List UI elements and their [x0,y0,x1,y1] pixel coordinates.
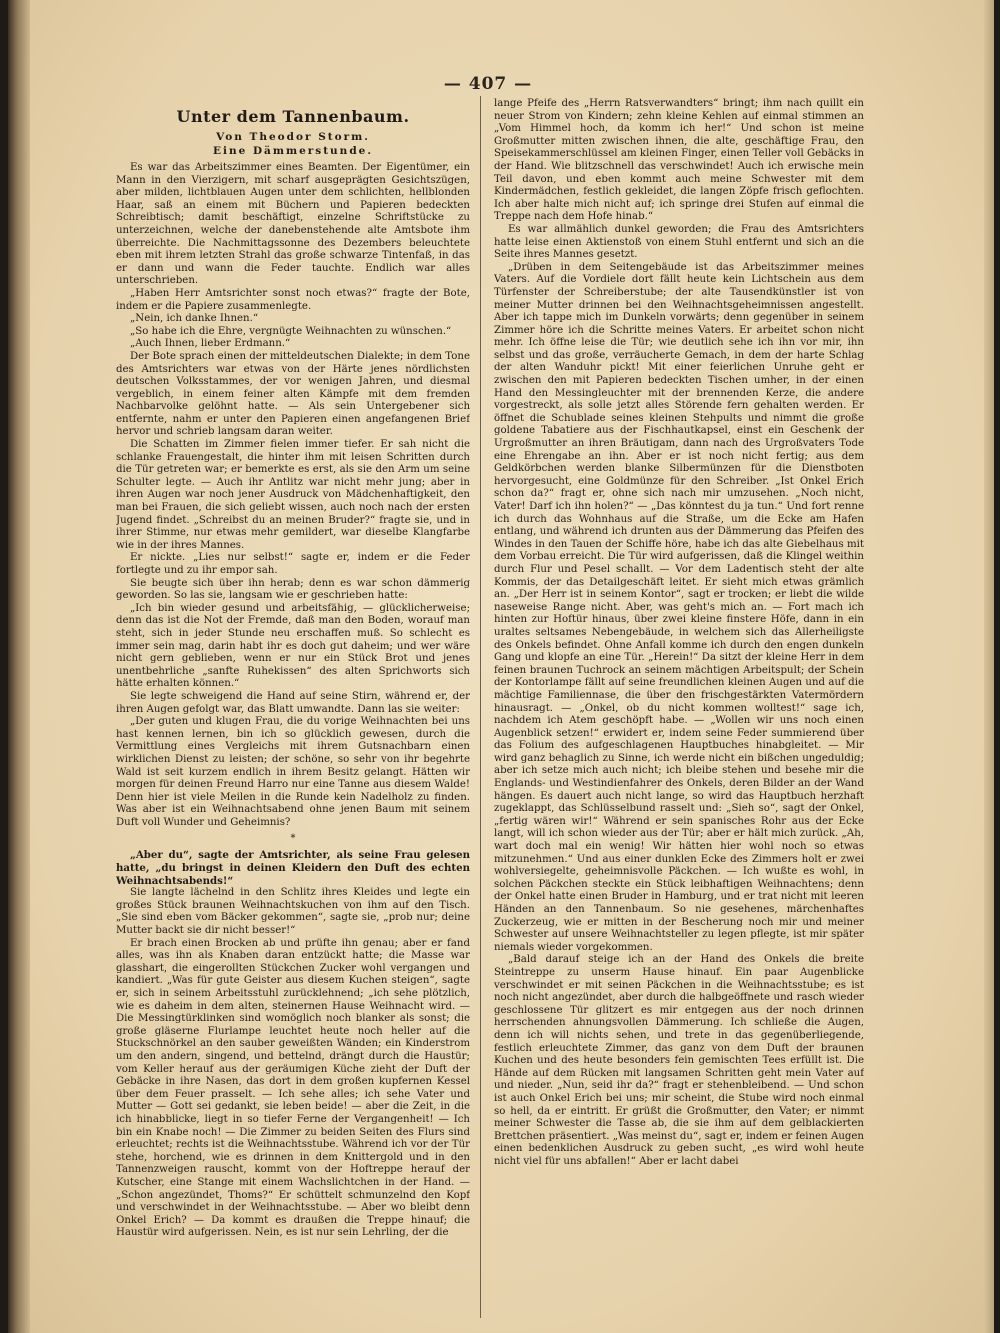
page-number: — 407 — [443,74,533,94]
newspaper-page [8,0,994,1333]
paragraph: „Haben Herr Amtsrichter sonst noch etwas?“ fragte der Bote, indem er die Papiere zusammenlegte. [116,287,470,312]
paragraph: Er nickte. „Lies nur selbst!“ sagte er, indem er die Feder fortlegte und zu ihr empor sah. [116,552,470,576]
paragraph: „Bald darauf steige ich an der Hand des Onkels die breite Steintreppe zu unserm Hause hinauf. Ein paar Augenblicke verschwindet er mit seinen Päckchen in die Weihnachtsstube; es ist noch nicht angezündet, aber durch die halbgeöffnete und rasch wieder geschlossene Tür glitzert es mir entgegen aus der noch drinnen herrschenden ahnungsvollen Dämmerung. Ich schließe die Augen, denn ich will nichts sehen, und trete in das gegenüberliegende, festlich erleuchtete Zimmer, das ganz von dem Duft der braunen Kuchen und des heute besonders fein gemischten Tees erfüllt ist. Die Hände auf dem Rücken mit langsamen Schritten geht mein Vater auf und nieder. „Nun, seid ihr da?“ fragt er stehenbleibend. — Und schon ist auch Onkel Erich bei uns; mir scheint, die Stube wird noch einmal so hell, da er eintritt. Er grüßt die Großmutter, den Vater; er nimmt meiner Schwester die Tasse ab, die sie ihm auf dem gelblackierten Brettchen präsentiert. „Was meinst du“, sagt er, indem er feinen Augen einen bedenklichen Ausdruck zu geben sucht, „es wird wohl heute nicht viel für uns abfallen!“ Aber er lacht dabei [494,954,864,1167]
paragraph: „Nein, ich danke Ihnen.“ [130,313,259,325]
paragraph: Er brach einen Brocken ab und prüfte ihn genau; aber er fand alles, was ihn als Knaben daran entzückt hatte; die Masse war glasshart, die eingerollten Stückchen Zucker wohl vergangen und kandiert. „Was für gute Geister aus diesem Kuchen steigen“, sagte er, sich in seinem Arbeitsstuhl zurücklehnend; „ich sehe plötzlich, wie es daheim in dem alten, steinernen Hause Weihnacht wird. — Die Messingtürklinken sind womöglich noch blanker als sonst; die große gläserne Flurlampe leuchtet heute noch heller auf die Stuckschnörkel an den sauber geweißten Wänden; ein Kinderstrom um den andern, singend, und bettelnd, drängt durch die Haustür; vom Keller herauf aus der geräumigen Küche zieht der Duft der Gebäcke in ihre Nasen, das dort in dem großen kupfernen Kessel über dem Feuer prasselt. — Ich sehe alles; ich sehe Vater und Mutter — Gott sei gedankt, sie leben beide! — aber die Zeit, in die ich hinabblicke, liegt in so tiefer Ferne der Vergangenheit! — Ich bin ein Knabe noch! — Die Zimmer zu beiden Seiten des Flurs sind erleuchtet; rechts ist die Weihnachtsstube. Während ich vor der Tür stehe, horchend, wie es drinnen in dem Knittergold und in den Tannenzweigen rauscht, kommt von der Hoftreppe herauf der Kutscher, eine Stange mit einem Wachslichtchen in der Hand. — „Schon angezündet, Thoms?“ Er schüttelt schmunzelnd den Kopf und verschwindet in der Weihnachtsstube. — Aber wo bleibt denn Onkel Erich? — Da kommt es draußen die Treppe hinauf; die Haustür wird aufgerissen. Nein, es ist nur sein Lehrling, der die [116,937,470,1239]
paragraph: Es war allmählich dunkel geworden; die Frau des Amtsrichters hatte leise einen Aktienstoß von einem Stuhl entfernt und sich an die Seite ihres Mannes gesetzt. [494,223,864,261]
paragraph: Sie langte lächelnd in den Schlitz ihres Kleides und legte ein großes Stück braunen Weihnachtskuchen von ihm auf den Tisch. „Sie sind eben vom Bäcker gekommen“, sagte sie, „prob nur; deine Mutter backt sie dir nicht besser!“ [116,887,470,937]
paragraph: „Drüben in dem Seitengebäude ist das Arbeitszimmer meines Vaters. Auf die Vordiele dort fällt heute kein Lichtschein aus dem Türfenster der Schreiberstube; der alte Tausendkünstler ist von meiner Mutter drinnen bei den Weihnachtsgeheimnissen angestellt. Aber ich tappe mich im Dunkeln vorwärts; denn gegenüber in seinem Zimmer höre ich die Schritte meines Vaters. Er arbeitet schon nicht mehr. Ich öffne leise die Tür; wie deutlich sehe ich ihn vor mir, ihn selbst und das große, verräucherte Gemach, in dem der harte Schlag der alten Wanduhr pickt! Mit einer feierlichen Unruhe geht er zwischen den mit Papieren bedeckten Tischen umher, in der einen Hand den Messingleuchter mit der brennenden Kerze, die andere vorgestreckt, als solle jetzt alles Störende fern gehalten werden. Er öffnet die Schublade seines kleinen Stehpults und nimmt die große goldene Tabatiere aus der Fischhautkapsel, einst ein Geschenk der Urgroßmutter an ihren Bräutigam, dann nach des Urgroßvaters Tode eine Ehrengabe an ihn. Aber er ist noch nicht fertig; aus dem Geldkörbchen werden blanke Silbermünzen für die Dienstboten hervorgesucht, eine Goldmünze für den Schreiber. „Ist Onkel Erich schon da?“ fragt er, ohne sich nach mir umzusehen. „Noch nicht, Vater! Darf ich ihn holen?“ — „Das könntest du ja tun.“ Und fort renne ich durch das Wohnhaus auf die Straße, um die Ecke am Hafen entlang, und während ich drunten aus der Dämmerung das Pfeifen des Windes in den Tauen der Schiffe höre, habe ich das alte Giebelhaus mit dem Vorbau erreicht. Die Tür wird aufgerissen, daß die Klingel weithin durch Flur und Pesel schallt. — Vor dem Ladentisch steht der alte Kommis, der das Detailgeschäft leitet. Er sieht mich etwas grämlich an. „Der Herr ist in seinem Kontor“, sagt er trocken; er liebt die wilde naseweise Range nicht. Aber, was geht's mich an. — Fort mach ich hinten zur Hoftür hinaus, über zwei kleine finstere Höfe, dann in ein uraltes seltsames Nebengebäude, in welchem sich das Allerheiligste des Onkels befindet. Ohne Anfall komme ich durch den engen dunkeln Gang und klopfe an eine Tür. „Herein!“ Da sitzt der kleine Herr in dem feinen braunen Tuchrock an seinem mächtigen Arbeitspult; der Schein der Kontorlampe fällt auf seine freundlichen kleinen Augen und auf die mächtige Familiennase, die über den frischgestärkten Vatermördern hinausragt. — „Onkel, ob du nicht kommen wolltest!“ sage ich, nachdem ich Atem geschöpft habe. — „Wollen wir uns noch einen Augenblick setzen!“ erwidert er, indem seine Feder summierend über das Folium des aufgeschlagenen Hauptbuches hinabgleitet. — Mir wird ganz behaglich zu Sinne, ich werde nicht ein bißchen ungeduldig; aber ich setze mich auch nicht; ich bleibe stehen und besehe mir die Englands- und Westindienfahrer des Onkels, deren Bilder an der Wand hängen. Es dauert auch nicht lange, so wird das Hauptbuch herzhaft zugeklappt, das Schlüsselbund rasselt und: „Sieh so“, sagt der Onkel, „fertig wären wir!“ Während er sein spanisches Rohr aus der Ecke langt, will ich schon wieder aus der Tür; aber er hält mich zurück. „Ah, wart doch mal ein wenig! Wir hätten hier wohl noch so etwas mitzunehmen.“ Und aus einer dunklen Ecke des Zimmers holt er zwei wohlversiegelte, geheimnisvolle Päckchen. — Ich wußte es wohl, in solchen Päckchen steckte ein Stück leibhaftigen Weihnachtens; denn der Onkel hatte einen Bruder in Hamburg, und er trat nicht mit leeren Händen an den Tannenbaum. So nie gesehenes, märchenhaftes Zuckerzeug, wie er mitten in der Bescherung noch mir und meiner Schwester auf unsere Weihnachtsteller zu legen pflegte, ist mir später niemals wieder vorgekommen. [494,261,864,953]
article-subtitle: Eine Dämmerstunde. [212,145,373,157]
left-column [116,98,470,1318]
paragraph: Sie beugte sich über ihn herab; denn es war schon dämmerig geworden. So las sie, langsam wie er geschrieben hatte: [116,577,470,602]
article-byline: Von Theodor Storm. [216,131,370,143]
paragraph: „Auch Ihnen, lieber Erdmann.“ [130,338,291,350]
right-column [494,98,864,1318]
paragraph: Die Schatten im Zimmer fielen immer tiefer. Er sah nicht die schlanke Frauengestalt, die hinter ihm mit leisen Schritten durch die Tür getreten war; er bemerkte es erst, als sie den Arm um seine Schulter legte. — Auch ihr Antlitz war nicht mehr jung; aber in ihren Augen war noch jener Ausdruck von Mädchenhaftigkeit, den man bei Frauen, die sich geliebt wissen, auch noch nach der ersten Jugend findet. „Schreibst du an meinen Bruder?“ fragte sie, und in ihrer Stimme, nur etwas mehr gemildert, war dieselbe Klangfarbe wie in der ihres Mannes. [116,439,470,551]
paragraph: lange Pfeife des „Herrn Ratsverwandters“ bringt; ihm nach quillt ein neuer Strom von Kindern; zehn kleine Kehlen auf einmal stimmen an „Vom Himmel hoch, da komm ich her!“ Und schon ist meine Großmutter mitten zwischen ihnen, die alte, geschäftige Frau, den Speisekammerschlüssel am kleinen Finger, einen Teller voll Gebäcks in der Hand. Wie blitzschnell das verschwindet! Auch ich erwische mein Teil davon, und eben kommt auch meine Schwester mit dem Kindermädchen, festlich gekleidet, die langen Zöpfe frisch geflochten. Ich aber halte mich nicht auf; ich springe drei Stufen auf einmal die Treppe nach dem Hofe hinab.“ [494,98,864,223]
paragraph: „Ich bin wieder gesund und arbeitsfähig, — glücklicherweise; denn das ist die Not der Fremde, daß man den Boden, worauf man steht, sich in jeder Stunde neu erschaffen muß. So schlecht es immer sein mag, darin habt ihr es doch gut daheim; und wer wäre nicht gern geblieben, wenn er nur ein Stück Brot und jenes unentbehrliche „sanfte Ruhekissen“ des alten Sprichworts sich hätte erhalten können.“ [116,602,470,690]
paragraph: Sie legte schweigend die Hand auf seine Stirn, während er, der ihren Augen gefolgt war, das Blatt umwandte. Dann las sie weiter: [116,690,470,715]
column-divider [480,96,481,1318]
paragraph: Es war das Arbeitszimmer eines Beamten. Der Eigentümer, ein Mann in den Vierzigern, mit scharf ausgeprägten Gesichtszügen, aber milden, lichtblauen Augen unter dem schlichten, hellblonden Haar, saß an einem mit Büchern und Papieren bedeckten Schreibtisch; damit beschäftigt, einzelne Schriftstücke zu unterzeichnen, welche der danebenstehende alte Amtsbote ihm überreichte. Die Nachmittagssonne des Dezembers beleuchtete eben mit ihrem letzten Strahl das große schwarze Tintenfaß, in das er dann und wann die Feder tauchte. Endlich war alles unterschrieben. [116,162,470,287]
paragraph: „So habe ich die Ehre, vergnügte Weihnachten zu wünschen.“ [130,325,452,337]
binding-spine [8,0,30,1333]
paragraph: „Der guten und klugen Frau, die du vorige Weihnachten bei uns hast kennen lernen, bin ich so glücklich gewesen, durch die Vermittlung eines Vergleichs mit ihrem Gutsnachbarn einen wirklichen Dienst zu leisten; der schöne, so sehr von ihr begehrte Wald ist seit kurzem endlich in ihrem Besitz gelangt. Hätten wir morgen für deinen Freund Harro nur eine Tanne aus diesem Walde! Denn hier ist viele Meilen in die Runde kein Nadelholz zu finden. Was aber ist ein Weihnachtsabend ohne jenen Baum mit seinem Duft voll Wunder und Geheimnis? [116,716,470,828]
article-title: Unter dem Tannenbaum. [176,107,410,126]
page-edge [984,0,994,1333]
paragraph: Der Bote sprach einen der mitteldeutschen Dialekte; in dem Tone des Amtsrichters war etwas von der Härte jenes nördlichsten deutschen Volksstammes, der vor wenigen Jahren, und diesmal vergeblich, in einem feiner alten Kämpfe mit dem fremden Nachbarvolke gelöhnt hatte. — Als sein Untergebener sich entfernte, nahm er unter den Papieren einen angefangenen Brief hervor und schrieb langsam daran weiter. [116,350,470,438]
paragraph: „Aber du“, sagte der Amtsrichter, als seine Frau gelesen hatte, „du bringst in deinen Kleidern den Duft des echten Weihnachtsabends!“ [116,849,470,887]
section-separator: * [290,833,296,845]
